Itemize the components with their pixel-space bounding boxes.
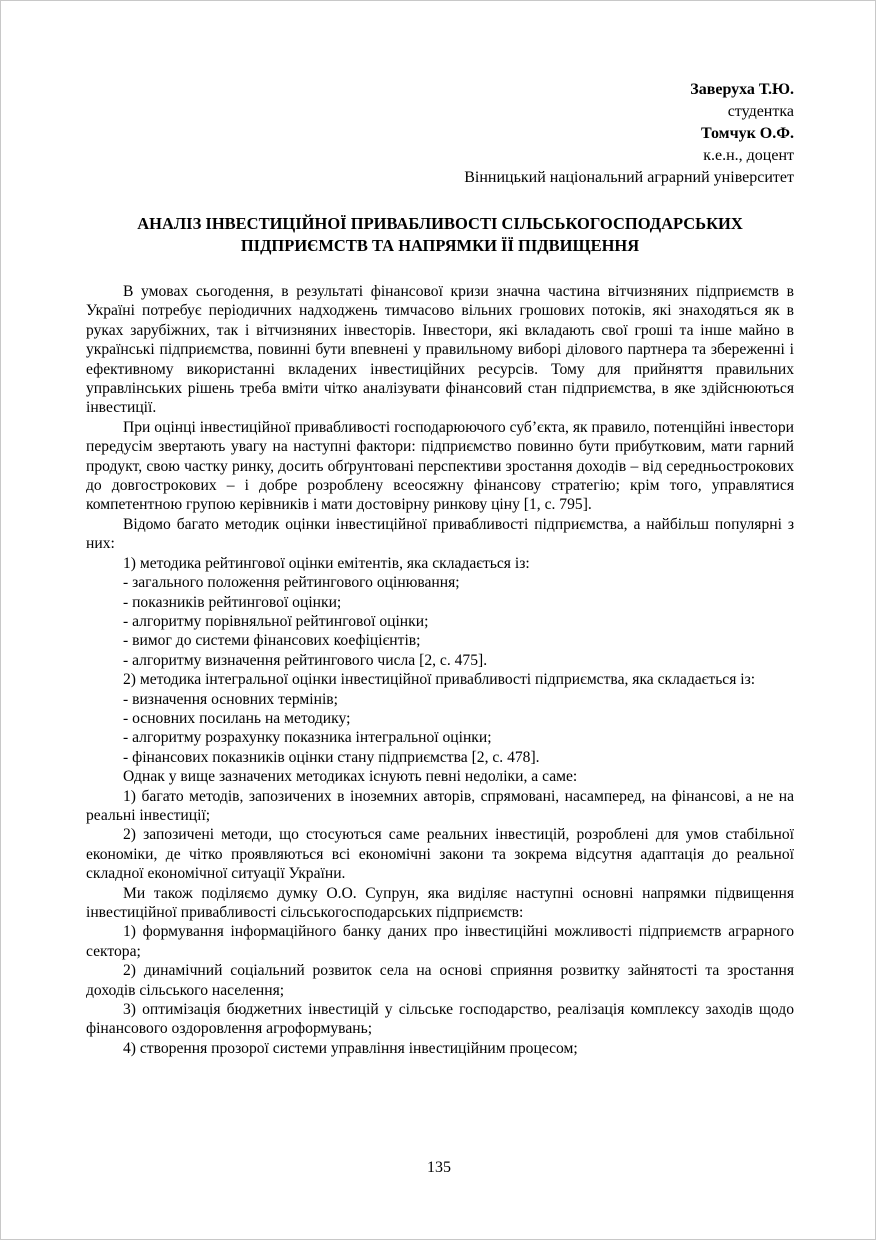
author-block <box>86 79 794 189</box>
list-item: 1) методика рейтингової оцінки емітентів, яка складається із: <box>123 554 530 572</box>
paragraph: Однак у вище зазначених методиках існують певні недоліки, а саме: <box>123 768 578 786</box>
author-name-1: Заверуха Т.Ю. <box>690 81 794 98</box>
author-role-1: студентка <box>727 103 794 120</box>
list-item: 1) багато методів, запозичених в іноземних авторів, спрямовані, насамперед, на фінансові, а не на реальні інвестиції; <box>86 787 794 824</box>
list-item: 1) формування інформаційного банку даних про інвестиційні можливості підприємств аграрного сектора; <box>86 923 794 960</box>
list-item: 2) методика інтегральної оцінки інвестиційної привабливості підприємства, яка складається із: <box>123 671 756 689</box>
paper-body <box>86 282 794 1058</box>
list-item: - вимог до системи фінансових коефіцієнтів; <box>123 632 421 650</box>
list-item: 2) запозичені методи, що стосуються саме реальних інвестицій, розроблені для умов стабільної економіки, де чітко проявляються всі економічні закони та зокрема відсутня адаптація до реальної складної економічної ситуації України. <box>86 826 794 883</box>
paper-title: АНАЛІЗ ІНВЕСТИЦІЙНОЇ ПРИВАБЛИВОСТІ СІЛЬСЬКОГОСПОДАРСЬКИХ ПІДПРИЄМСТВ ТА НАПРЯМКИ ЇЇ ПІДВИЩЕННЯ <box>137 214 743 255</box>
page-number: 135 <box>427 1159 451 1176</box>
list-item: - показників рейтингової оцінки; <box>123 593 342 611</box>
list-item: - алгоритму розрахунку показника інтегральної оцінки; <box>123 729 492 747</box>
affiliation: Вінницький національний аграрний університет <box>464 169 794 186</box>
list-item: - основних посилань на методику; <box>123 709 351 727</box>
list-item: 4) створення прозорої системи управління інвестиційним процесом; <box>123 1039 578 1057</box>
paragraph: В умовах сьогодення, в результаті фінансової кризи значна частина вітчизняних підприємств в Україні потребує періодичних надходжень тимчасово вільних грошових потоків, які знаходяться як в руках зарубіжних, так і вітчизняних інвесторів. Інвестори, які вкладають свої гроші та інше майно в українські підприємства, повинні бути впевнені у правильному виборі ділового партнера та збереженні і ефективному використанні вкладених інвестиційних ресурсів. Тому для прийняття правильних управлінських рішень треба вміти чітко аналізувати фінансовий стан підприємства, в яке здійснюються інвестиції. <box>86 283 794 417</box>
paragraph: Ми також поділяємо думку О.О. Супрун, яка виділяє наступні основні напрямки підвищення інвестиційної привабливості сільськогосподарських підприємств: <box>86 884 794 921</box>
list-item: - алгоритму порівняльної рейтингової оцінки; <box>123 612 429 630</box>
list-item: - алгоритму визначення рейтингового числа [2, с. 475]. <box>123 651 488 669</box>
list-item: - загального положення рейтингового оцінювання; <box>123 574 460 592</box>
list-item: - визначення основних термінів; <box>123 690 338 708</box>
author-name-2: Томчук О.Ф. <box>701 125 794 142</box>
page-content <box>86 79 794 1058</box>
list-item: 3) оптимізація бюджетних інвестицій у сільське господарство, реалізація комплексу заходів щодо фінансового оздоровлення агроформувань; <box>86 1001 794 1038</box>
paragraph: Відомо багато методик оцінки інвестиційної привабливості підприємства, а найбільш популярні з них: <box>86 515 794 553</box>
list-item: - фінансових показників оцінки стану підприємства [2, с. 478]. <box>123 748 540 766</box>
list-item: 2) динамічний соціальний розвиток села на основі сприяння розвитку зайнятості та зростання доходів сільського населення; <box>86 962 794 999</box>
paragraph: При оцінці інвестиційної привабливості господарюючого суб’єкта, як правило, потенційні інвестори передусім звертають увагу на наступні фактори: підприємство повинно бути прибутковим, мати гарний продукт, свою частку ринку, досить обґрунтовані перспективи зростання доходів – від середньострокових до довгострокових – і добре розроблену всеосяжну фінансову стратегію; крім того, управлятися компетентною групою керівників і мати достовірну ринкову ціну [1, с. 795]. <box>86 418 794 514</box>
author-role-2: к.е.н., доцент <box>703 147 794 164</box>
